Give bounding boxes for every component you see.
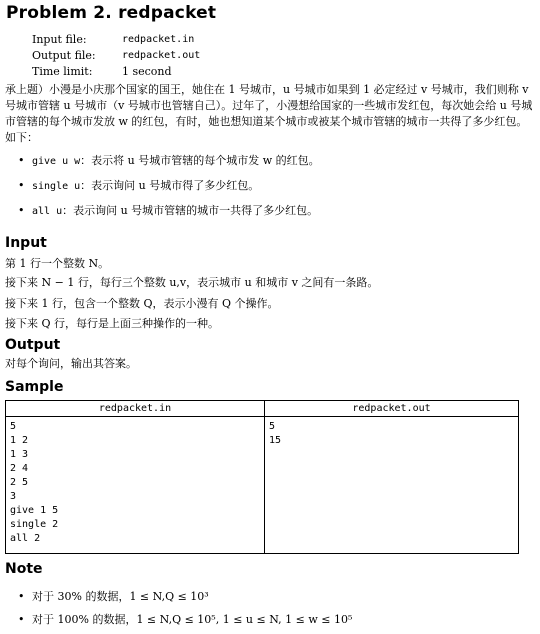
operation-text: ：表示询问 u 号城市管辖的城市一共得了多少红包。 bbox=[62, 204, 319, 217]
operation-code: give u w bbox=[32, 156, 81, 167]
sample-heading: Sample bbox=[5, 379, 64, 395]
input-file-label: Input file: bbox=[32, 33, 87, 46]
sample-out-header: redpacket.out bbox=[265, 401, 519, 417]
problem-title: Problem 2. redpacket bbox=[6, 3, 217, 23]
sample-in-line: give 1 5 bbox=[10, 505, 59, 516]
output-file-value: redpacket.out bbox=[122, 50, 201, 61]
sample-in-line: 1 3 bbox=[10, 449, 29, 460]
input-line: 第 1 行一个整数 N。 bbox=[5, 257, 110, 270]
sample-out-cell bbox=[265, 417, 519, 554]
time-limit-value: 1 second bbox=[122, 65, 172, 78]
operation-code: all u bbox=[32, 206, 63, 217]
input-line: 接下来 1 行，包含一个整数 Q，表示小漫有 Q 个操作。 bbox=[5, 297, 279, 310]
problem-description: 承上题）小漫是小庆那个国家的国王，她住在 1 号城市，u 号城市如果到 1 必定经过 v 号城市，我们则称 v 号城市管辖 u 号城市（v 号城市也管辖自己）。过年了，小漫想给国家的一些城市发红包，每次她会给 u 号城市管辖的每个城市发放 w 的红包，有时，她也想知道某个城市或被某个城市管辖的城市一共得了多少红包。如下： bbox=[5, 83, 533, 144]
note-heading: Note bbox=[5, 561, 43, 577]
input-file-value: redpacket.in bbox=[122, 34, 195, 45]
sample-out-line: 5 bbox=[269, 421, 276, 432]
time-limit-label: Time limit: bbox=[32, 65, 93, 78]
sample-in-line: 2 4 bbox=[10, 463, 29, 474]
problem-meta bbox=[32, 32, 200, 80]
sample-in-line: 5 bbox=[10, 421, 17, 432]
operation-item bbox=[18, 202, 320, 227]
operation-item bbox=[18, 177, 320, 202]
output-file-label: Output file: bbox=[32, 49, 96, 62]
sample-table bbox=[5, 400, 519, 554]
operation-list bbox=[18, 152, 320, 227]
operation-text: ：表示将 u 号城市管辖的每个城市发 w 的红包。 bbox=[80, 154, 320, 167]
note-item: • 对于 30% 的数据，1 ≤ N,Q ≤ 10³ bbox=[18, 588, 352, 611]
sample-in-line: 2 5 bbox=[10, 477, 29, 488]
sample-in-line: 1 2 bbox=[10, 435, 29, 446]
note-list bbox=[18, 588, 352, 634]
output-heading: Output bbox=[5, 337, 61, 353]
output-line: 对每个询问，输出其答案。 bbox=[5, 357, 137, 370]
input-line: 接下来 Q 行，每行是上面三种操作的一种。 bbox=[5, 317, 220, 330]
operation-text: ：表示询问 u 号城市得了多少红包。 bbox=[80, 179, 260, 192]
sample-out-line: 15 bbox=[269, 435, 282, 446]
sample-in-line: single 2 bbox=[10, 519, 59, 530]
input-line: 接下来 N − 1 行，每行三个整数 u,v，表示城市 u 和城市 v 之间有一条路。 bbox=[5, 276, 379, 289]
sample-in-header: redpacket.in bbox=[6, 401, 265, 417]
operation-code: single u bbox=[32, 181, 81, 192]
sample-in-line: 3 bbox=[10, 491, 17, 502]
sample-in-line: all 2 bbox=[10, 533, 41, 544]
input-heading: Input bbox=[5, 235, 47, 251]
note-item: • 对于 100% 的数据，1 ≤ N,Q ≤ 10⁵, 1 ≤ u ≤ N, 1 ≤ w ≤ 10⁵ bbox=[18, 611, 352, 634]
operation-item bbox=[18, 152, 320, 177]
sample-in-cell bbox=[6, 417, 265, 554]
